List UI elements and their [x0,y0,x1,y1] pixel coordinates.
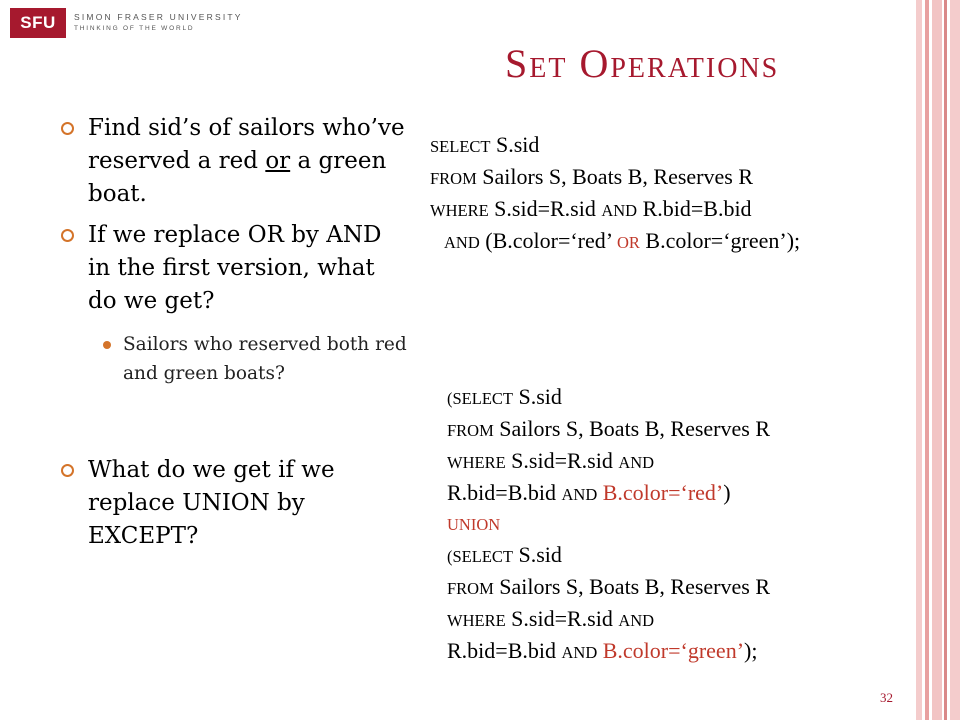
logo-text [74,12,243,34]
sql-line: SELECT S.sid [430,132,540,157]
sql-line: R.bid=B.bid AND B.color=‘green’); [447,638,758,663]
sql-line: FROM Sailors S, Boats B, Reserves R [430,164,754,189]
sql-line: WHERE S.sid=R.sid AND [447,606,655,631]
sql-line: FROM Sailors S, Boats B, Reserves R [447,416,771,441]
bullet-text: If we replace OR by AND in the first version, what do we get? [88,222,382,314]
sql-line: (SELECT S.sid [447,384,562,409]
bullet-text: Find sid’s of sailors who’ve reserved a red [88,115,405,174]
sql-query-union [447,382,770,668]
union-keyword: UNION [447,515,501,534]
or-keyword: OR [616,233,640,252]
slide-title: Set Operations [505,41,780,86]
bullet-item [58,454,408,553]
dot-bullet-icon [103,341,111,349]
page-number: 32 [880,690,893,705]
bullet-item [58,112,408,211]
sql-query-or [430,130,800,258]
logo-university-name: SIMON FRASER UNIVERSITY [74,12,243,22]
red-color-condition: B.color=‘red’ [602,480,724,505]
sql-line: WHERE S.sid=R.sid AND [447,448,655,473]
bullet-list [58,112,408,553]
bullet-text: What do we get if we replace UNION by EXCEPT? [88,457,335,549]
bullet-underlined-word: or [265,148,291,174]
logo-tagline: THINKING OF THE WORLD [74,25,195,32]
green-color-condition: B.color=‘green’ [602,638,745,663]
sub-bullet-item [58,330,408,388]
sql-line: FROM Sailors S, Boats B, Reserves R [447,574,771,599]
sql-line: (SELECT S.sid [447,542,562,567]
sfu-logo [10,8,243,38]
bullet-text-end: a green boat. [88,148,387,207]
logo-badge: SFU [10,8,66,38]
sql-line: R.bid=B.bid AND B.color=‘red’) [447,480,731,505]
ring-bullet-icon [61,464,74,477]
ring-bullet-icon [61,229,74,242]
decorative-stripes [916,0,960,720]
sql-line: AND (B.color=‘red’ OR B.color=‘green’); [444,228,801,253]
sql-line: WHERE S.sid=R.sid AND R.bid=B.bid [430,196,752,221]
ring-bullet-icon [61,122,74,135]
sub-bullet-text: Sailors who reserved both red and green boats? [123,334,407,384]
bullet-item [58,219,408,318]
